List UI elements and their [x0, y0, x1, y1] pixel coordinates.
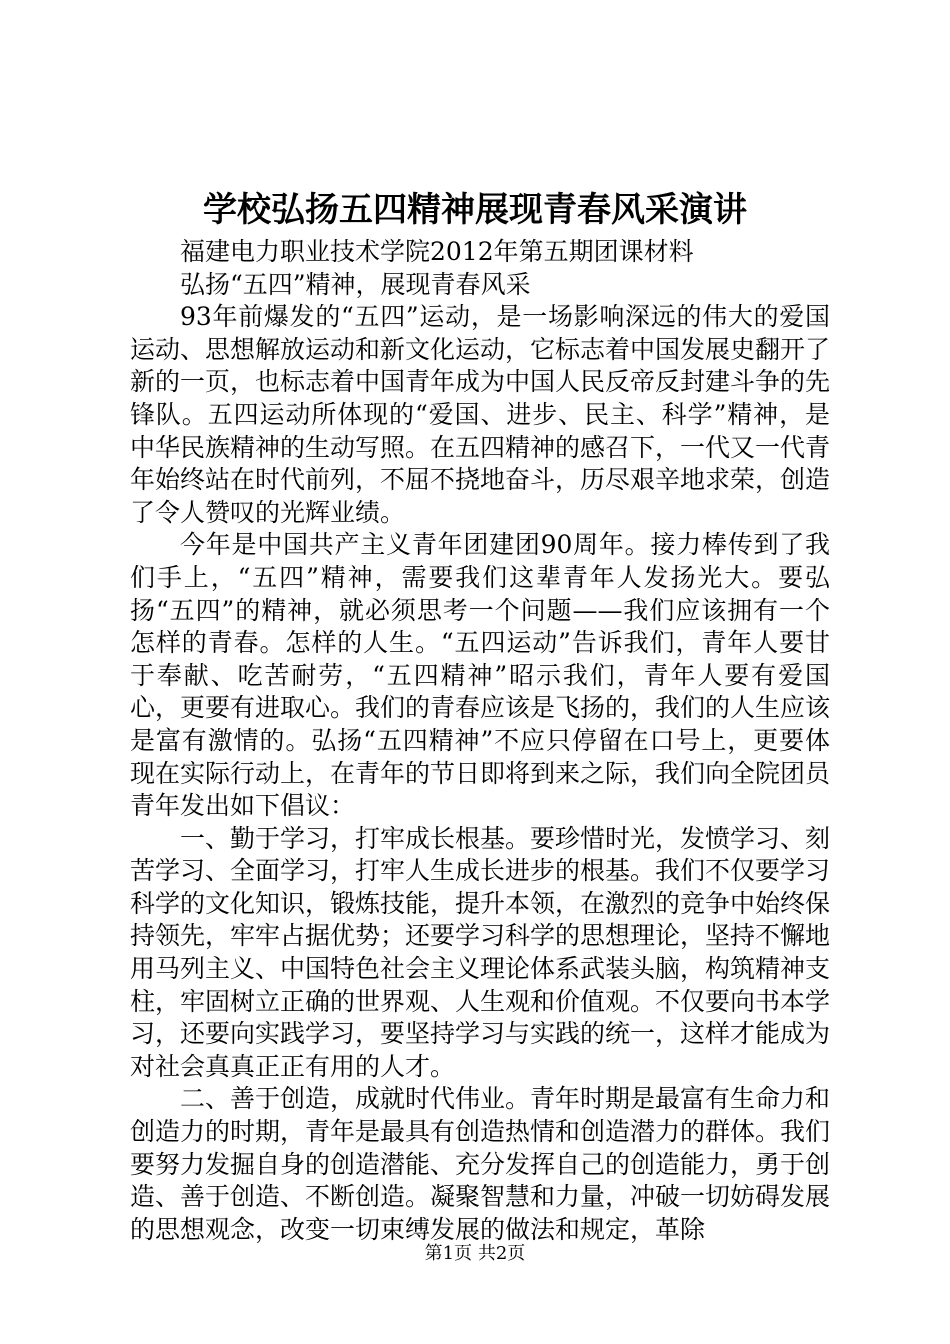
subtitle-theme: 弘扬“五四”精神，展现青春风采 [180, 269, 531, 299]
subtitle-school-material: 福建电力职业技术学院2012年第五期团课材料 [180, 237, 694, 266]
body-paragraph: 一、勤于学习，打牢成长根基。要珍惜时光，发愤学习、刻苦学习、全面学习，打牢人生成长进步的根基。我们不仅要学习科学的文化知识，锻炼技能，提升本领，在激烈的竞争中始终保持领先，牢牢占据优势；还要学习科学的思想理论，坚持不懈地用马列主义、中国特色社会主义理论体系武装头脑，构筑精神支柱，牢固树立正确的世界观、人生观和价值观。不仅要向书本学习，还要向实践学习，要坚持学习与实践的统一，这样才能成为对社会真真正正有用的人才。 [130, 823, 831, 1081]
document-body [130, 236, 830, 1246]
body-paragraph: 今年是中国共产主义青年团建团90周年。接力棒传到了我们手上，“五四”精神，需要我们这辈青年人发扬光大。要弘扬“五四”的精神，就必须思考一个问题——我们应该拥有一个怎样的青春。怎样的人生。“五四运动”告诉我们，青年人要甘于奉献、吃苦耐劳，“五四精神”昭示我们，青年人要有爱国心，更要有进取心。我们的青春应该是飞扬的，我们的人生应该是富有激情的。弘扬“五四精神”不应只停留在口号上，更要体现在实际行动上，在青年的节日即将到来之际，我们向全院团员青年发出如下倡议： [130, 530, 831, 821]
page-number-footer: 第1页 共2页 [424, 1243, 526, 1264]
body-paragraph: 93年前爆发的“五四”运动，是一场影响深远的伟大的爱国运动、思想解放运动和新文化运动，它标志着中国发展史翻开了新的一页，也标志着中国青年成为中国人民反帝反封建斗争的先锋队。五四运动所体现的“爱国、进步、民主、科学”精神，是中华民族精神的生动写照。在五四精神的感召下，一代又一代青年始终站在时代前列，不屈不挠地奋斗，历尽艰辛地求荣，创造了令人赞叹的光辉业绩。 [130, 302, 831, 527]
body-paragraph: 二、善于创造，成就时代伟业。青年时期是最富有生命力和创造力的时期，青年是最具有创造热情和创造潜力的群体。我们要努力发掘自身的创造潜能、充分发挥自己的创造能力，勇于创造、善于创造、不断创造。凝聚智慧和力量，冲破一切妨碍发展的思想观念，改变一切束缚发展的做法和规定，革除 [130, 1084, 831, 1244]
document-title: 学校弘扬五四精神展现青春风采演讲 [203, 190, 747, 230]
